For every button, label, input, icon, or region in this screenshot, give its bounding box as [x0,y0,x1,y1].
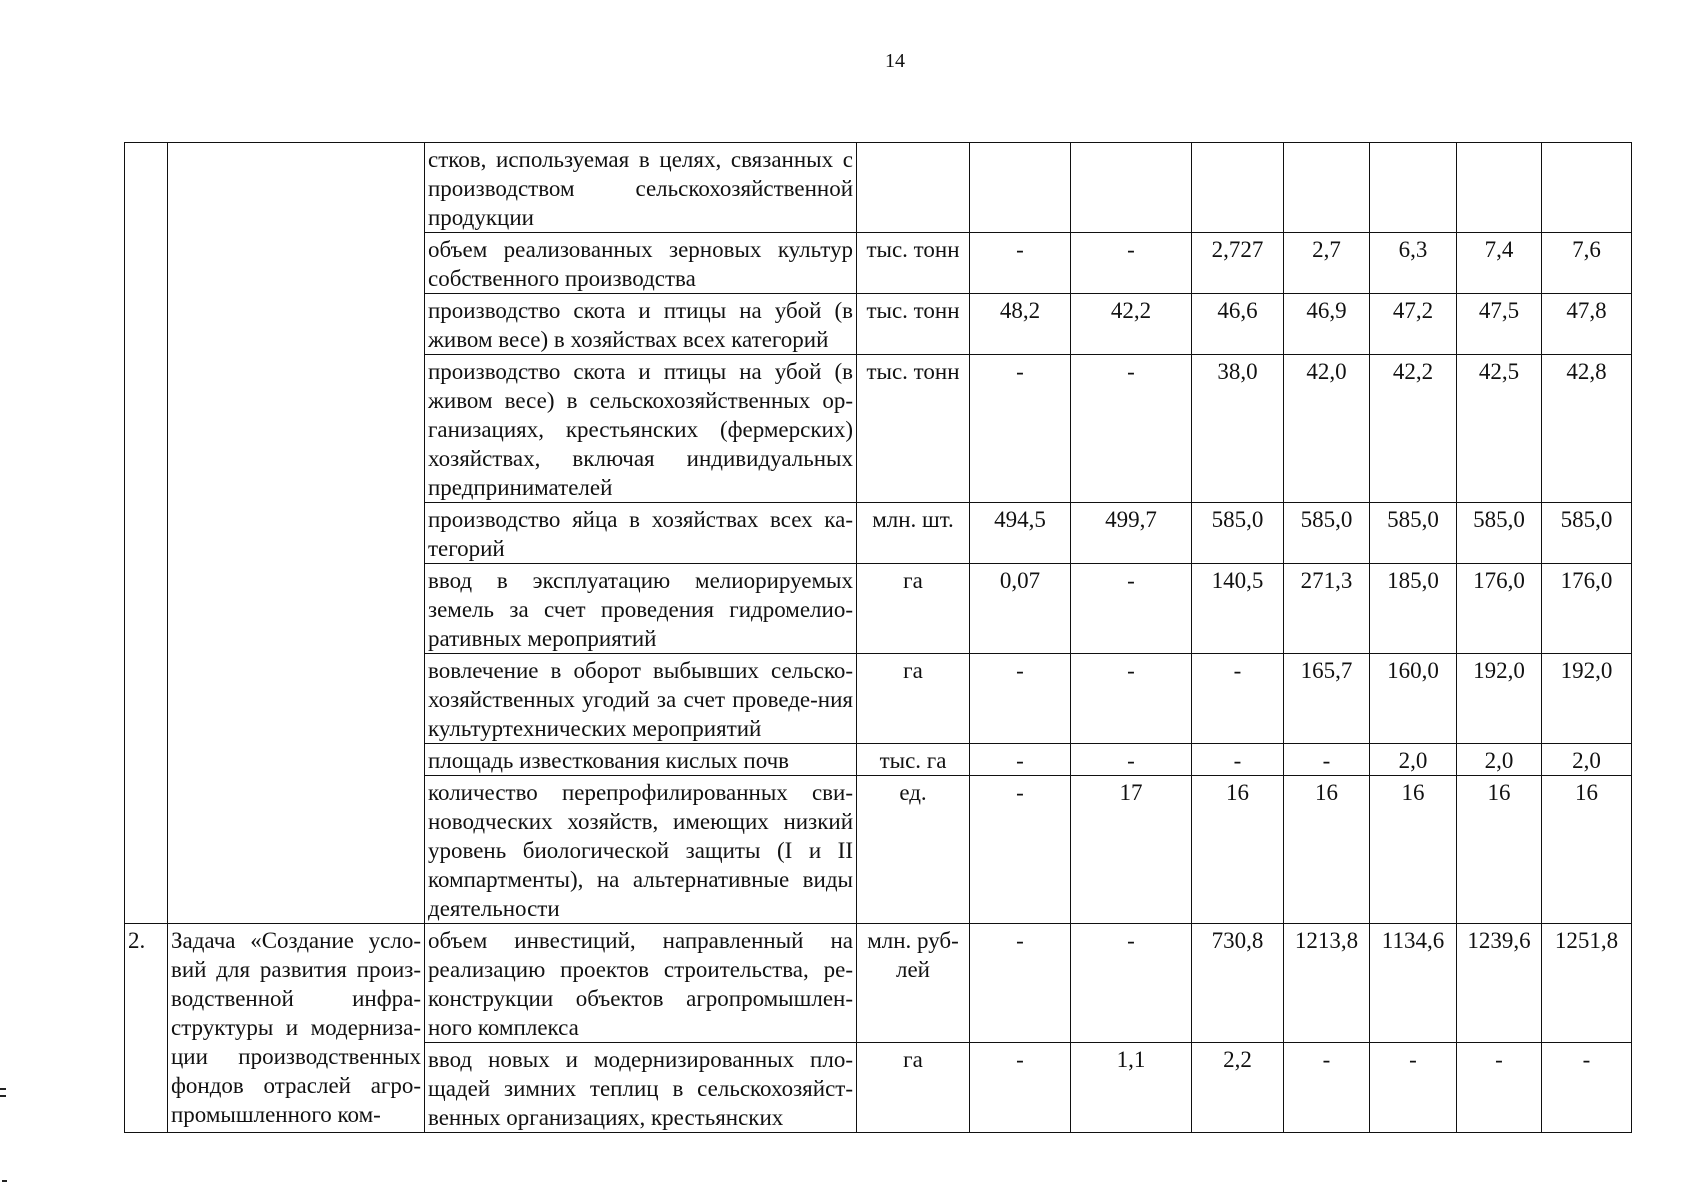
value-cell: 47,5 [1457,294,1542,355]
value-cell: - [1071,924,1192,1043]
unit-cell: ед. [857,776,970,924]
value-cell: 585,0 [1192,503,1284,564]
table-row [125,924,1632,1043]
value-cell [1370,143,1457,233]
value-cell: 16 [1284,776,1370,924]
value-cell: 7,6 [1542,233,1632,294]
value-cell: 499,7 [1071,503,1192,564]
task-cell [168,143,425,924]
value-cell: 38,0 [1192,355,1284,503]
value-cell: 6,3 [1370,233,1457,294]
value-cell: 1134,6 [1370,924,1457,1043]
value-cell: - [1071,564,1192,654]
value-cell: 185,0 [1370,564,1457,654]
task-cell: Задача «Создание усло-вий для развития произ-водственной инфра-структуры и модерниза-ции производственных фондов отраслей агро-промышленного ком- [168,924,425,1133]
unit-cell: млн. шт. [857,503,970,564]
indicator-cell: производство яйца в хозяйствах всех ка-тегорий [425,503,857,564]
value-cell: 16 [1370,776,1457,924]
value-cell: - [1192,744,1284,776]
value-cell: - [1284,1043,1370,1133]
indicator-cell: производство скота и птицы на убой (в живом весе) в сельскохозяйственных ор-ганизациях, крестьянских (фермерских) хозяйствах, включая индивидуальных предпринимателей [425,355,857,503]
value-cell: 176,0 [1457,564,1542,654]
value-cell: - [970,744,1071,776]
value-cell: 1,1 [1071,1043,1192,1133]
value-cell: 42,2 [1071,294,1192,355]
value-cell: - [1071,355,1192,503]
value-cell: 192,0 [1542,654,1632,744]
value-cell [1284,143,1370,233]
scan-mark [2,1180,7,1182]
value-cell: 494,5 [970,503,1071,564]
scan-mark [0,1088,6,1090]
unit-cell: тыс. тонн [857,233,970,294]
value-cell: - [970,776,1071,924]
unit-cell: тыс. тонн [857,355,970,503]
value-cell: 47,2 [1370,294,1457,355]
value-cell: - [1457,1043,1542,1133]
value-cell: 48,2 [970,294,1071,355]
value-cell: - [970,355,1071,503]
value-cell: - [970,1043,1071,1133]
scan-mark [0,1095,6,1097]
indicator-cell: ввод в эксплуатацию мелиорируемых земель за счет проведения гидромелио-ративных мероприятий [425,564,857,654]
unit-cell: тыс. га [857,744,970,776]
value-cell: - [1071,744,1192,776]
value-cell: 192,0 [1457,654,1542,744]
value-cell: 2,727 [1192,233,1284,294]
value-cell: 2,0 [1370,744,1457,776]
value-cell [1192,143,1284,233]
unit-cell [857,143,970,233]
value-cell: 42,2 [1370,355,1457,503]
value-cell: 1213,8 [1284,924,1370,1043]
value-cell [1071,143,1192,233]
indicator-cell: стков, используемая в целях, связанных с производством сельскохозяйственной продукции [425,143,857,233]
value-cell: 16 [1457,776,1542,924]
value-cell: 16 [1542,776,1632,924]
indicator-cell: объем реализованных зерновых культур собственного производства [425,233,857,294]
value-cell: 42,5 [1457,355,1542,503]
value-cell: - [970,924,1071,1043]
page-number: 14 [885,50,905,72]
value-cell: 585,0 [1457,503,1542,564]
value-cell: 16 [1192,776,1284,924]
indicator-cell: объем инвестиций, направленный на реализацию проектов строительства, ре-конструкции объектов агропромышлен-ного комплекса [425,924,857,1043]
indicator-cell: производство скота и птицы на убой (в живом весе) в хозяйствах всех категорий [425,294,857,355]
indicator-cell: количество перепрофилированных сви-новодческих хозяйств, имеющих низкий уровень биологической защиты (I и II компартменты), на альтернативные виды деятельности [425,776,857,924]
value-cell: 1251,8 [1542,924,1632,1043]
value-cell: 0,07 [970,564,1071,654]
row-number-cell [125,143,168,924]
value-cell: - [1542,1043,1632,1133]
unit-cell: млн. руб-лей [857,924,970,1043]
value-cell [970,143,1071,233]
unit-cell: тыс. тонн [857,294,970,355]
indicators-table [124,142,1632,1133]
value-cell: 140,5 [1192,564,1284,654]
value-cell: 271,3 [1284,564,1370,654]
value-cell: - [1071,233,1192,294]
value-cell: - [1071,654,1192,744]
value-cell: 42,0 [1284,355,1370,503]
value-cell: 2,7 [1284,233,1370,294]
indicator-cell: площадь известкования кислых почв [425,744,857,776]
value-cell: 165,7 [1284,654,1370,744]
unit-cell: га [857,1043,970,1133]
value-cell [1542,143,1632,233]
value-cell: 7,4 [1457,233,1542,294]
value-cell: - [970,654,1071,744]
unit-cell: га [857,564,970,654]
unit-cell: га [857,654,970,744]
value-cell: 730,8 [1192,924,1284,1043]
value-cell: 47,8 [1542,294,1632,355]
value-cell: 585,0 [1284,503,1370,564]
value-cell: 2,2 [1192,1043,1284,1133]
value-cell [1457,143,1542,233]
value-cell: 176,0 [1542,564,1632,654]
value-cell: - [1370,1043,1457,1133]
value-cell: 160,0 [1370,654,1457,744]
value-cell: 46,6 [1192,294,1284,355]
value-cell: 2,0 [1542,744,1632,776]
value-cell: 585,0 [1542,503,1632,564]
indicator-cell: ввод новых и модернизированных пло-щадей зимних теплиц в сельскохозяйст-венных организациях, крестьянских [425,1043,857,1133]
value-cell: 1239,6 [1457,924,1542,1043]
row-number-cell: 2. [125,924,168,1133]
value-cell: 585,0 [1370,503,1457,564]
value-cell: - [970,233,1071,294]
table-row [125,143,1632,233]
value-cell: - [1192,654,1284,744]
value-cell: 42,8 [1542,355,1632,503]
value-cell: 17 [1071,776,1192,924]
value-cell: - [1284,744,1370,776]
value-cell: 2,0 [1457,744,1542,776]
value-cell: 46,9 [1284,294,1370,355]
indicator-cell: вовлечение в оборот выбывших сельско-хозяйственных угодий за счет проведе-ния культуртехнических мероприятий [425,654,857,744]
